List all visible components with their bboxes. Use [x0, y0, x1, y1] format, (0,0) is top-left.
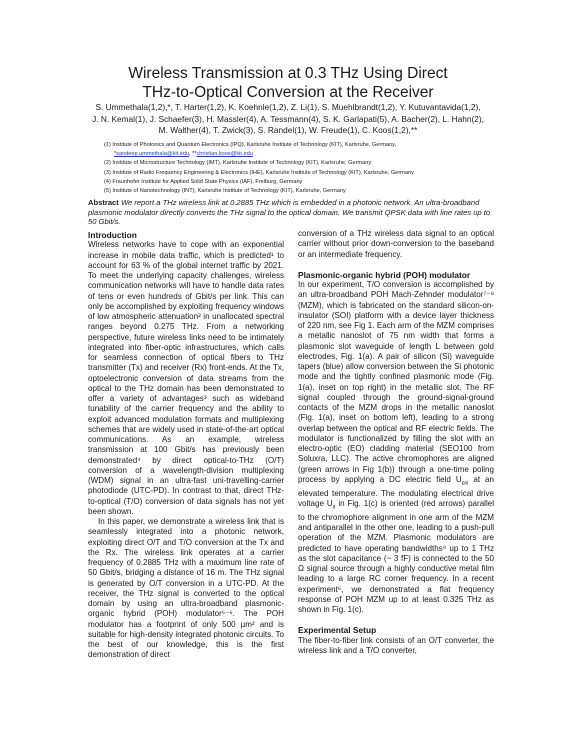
affiliation-1: (1) Institute of Photonics and Quantum Electronics (IPQ), Karlsruhe Institute of Technology (KIT), Karlsruhe, Germany, — [104, 142, 397, 148]
abstract-label: Abstract — [88, 198, 119, 207]
left-column — [88, 229, 284, 661]
abstract — [88, 198, 492, 227]
email-link-ummethala[interactable]: *sandeep.ummethala@kit.edu — [114, 151, 190, 158]
author-line-3: M. Walther(4), T. Zwick(3), S. Randel(1), W. Freude(1), C. Koos(1,2),** — [158, 125, 418, 136]
intro-paragraph-2: In this paper, we demonstrate a wireless link that is seamlessly integrated into a photonic network, exploiting direct O/T and T/O conversion at the Tx and the Rx. The wireless link operates at a carrier frequency of 0.2885 THz with a maximum line rate of 50 Gbit/s, bridging a distance of 16 m. The THz signal is generated by O/T conversion in a UTC-PD. At the receiver, the THz signal is converted to the optical domain by using an ultra-broadband plasmonic-organic hybrid (POH) modulator⁵⁻⁶. The POH modulator has a footprint of only 500 µm² and is suitable for high-density integrated photonic circuits. To the best of our knowledge, this is the first demonstration of direct — [88, 517, 284, 660]
u-d-subscript: d — [332, 504, 336, 511]
section-heading-poh-modulator: Plasmonic-organic hybrid (POH) modulator — [298, 269, 471, 280]
abstract-text: We report a THz wireless link at 0.2885 THz which is embedded in a photonic network. An ultra-broadband plasmonic modulator directly converts the THz signal to the optical domain. We transmit QPSK data with line rates up to 50 Gbit/s. — [88, 198, 491, 227]
intro-paragraph-continued: conversion of a THz wireless data signal to an optical carrier without prior down-conversion to the baseband or an intermediate frequency. — [298, 229, 494, 259]
title-line-1: Wireless Transmission at 0.3 THz Using Direct — [128, 65, 448, 82]
affiliation-3: (3) Institute of Radio Frequency Engineering & Electronics (IHE), Karlsruhe Institute of Technology (KIT), Karlsruhe, Germany — [104, 169, 414, 176]
email-separator: , ** — [189, 151, 197, 158]
affiliation-4: (4) Fraunhofer Institute for Applied Solid State Physics (IAF), Freiburg, Germany — [104, 178, 303, 185]
author-line-2: J. N. Kemal(1), J. Schaefer(3), H. Massler(4), A. Tessmann(4), S. K. Garlapati(5), A. Bacher(2), L. Hahn(2), — [92, 113, 484, 124]
intro-paragraph-1: Wireless networks have to cope with an exponential increase in mobile data traffic, which is predicted¹ to account for 63 % of the global internet traffic by 2021. To meet the underlying capacity challenges, wireless communication networks will have to handle data rates of tens or even hundreds of Gbit/s per link. This can only be accomplished by exploiting frequency windows of low atmospheric attenuation² in unallocated spectral ranges beyond 0.275 THz. From a networking perspective, future wireless links need to be intimately integrated into fiber-optic infrastructures, which calls for seamless connection of optical fibers to THz transmitter (Tx) and receiver (Rx) front-ends. At the Tx, optoelectronic conversion of data streams from the optical to the THz domain has been demonstrated to offer a variety of advantages³ such as wideband tunability of the carrier frequency and the ability to exploit advanced modulation formats and multiplexing schemes that are widely used in state-of-the-art optical communications. As an example, wireless transmission at 100 Gbit/s has previously been demonstrated⁴ by direct optical-to-THz (O/T) conversion of a wavelength-division multiplexing (WDM) signal in an ultra-fast uni-travelling-carrier photodiode (UTC-PD). In contrast to that, direct THz-to-optical (T/O) conversion of data signals has not yet been shown. — [88, 240, 284, 516]
section-heading-introduction: Introduction — [88, 230, 137, 240]
author-list — [60, 102, 516, 137]
author-line-1: S. Ummethala(1,2),*, T. Harter(1,2), K. Koehnle(1,2), Z. Li(1), S. Muehlbrandt(1,2), Y. Kutuvantavida(1,2), — [95, 102, 481, 112]
section-heading-experimental-setup: Experimental Setup — [298, 625, 377, 636]
email-link-koos[interactable]: christian.koos@kit.edu — [196, 151, 253, 158]
affiliation-list — [104, 141, 524, 196]
affiliation-5: (5) Institute of Nanotechnology (INT), Karlsruhe Institute of Technology (KIT), Karlsruhe, Germany — [104, 188, 346, 195]
affiliation-2: (2) Institute of Microstructure Technology (IMT), Karlsruhe Institute of Technology (KIT), Karlsruhe, Germany — [104, 160, 372, 167]
setup-paragraph: The fiber-to-fiber link consists of an O/T converter, the wireless link and a T/O converter, — [298, 635, 494, 656]
affiliation-emails — [104, 150, 524, 159]
right-column — [298, 229, 494, 656]
paper-title — [0, 64, 576, 102]
title-line-2: THz-to-Optical Conversion at the Receiver — [142, 84, 434, 101]
poh-paragraph: In our experiment, T/O conversion is accomplished by an ultra-broadband POH Mach-Zehnder modulator⁷⁻⁸ (MZM), which is fabricated on the standard silicon-on-insulator (SOI) platform with a device layer thickness of 220 nm, see Fig 1. Each arm of the MZM comprises a metallic nanoslot of 75 nm width that forms a plasmonic slot waveguide of length L between gold electrodes, Fig. 1(a). A pair of silicon (Si) waveguide tapers (blue) allow conversion between the Si photonic mode and the tightly confined plasmonic mode (Fig. 1(a), inset on top right) in the metallic slot. The RF signal coupled through the ground-signal-ground contacts of the MZM drops in the metallic nanoslot (Fig. 1(a), inset on bottom left), leading to a strong overlap between the optical and RF electric fields. The modulator is functionalized by filling the slot with an electro-optic (EO) cladding material (SEO100 from Soluxra, LLC). The active chromophores are aligned (green arrows in Fig 1(b)) through a one-time poling process by applying a DC electric field $U_{pol}$ at an elevated temperature. The modulating electrical drive voltage $U_d$ in Fig. 1(c) is oriented (red arrows) parallel to the chromophore alignment in one arm of the MZM and antiparallel in the other one, leading to a push-pull operation of the MZM. Plasmonic modulators are predicted to have operating bandwidths⁸ up to 1 THz as the slot capacitance (~ 3 fF) is connected to the 50 Ω signal source through a highly conductive metal film leading to a large RC corner frequency. In a recent experiment⁶, we demonstrated a flat frequency response of POH MZM up to at least 0.325 THz as shown in Fig. 1(c). — [298, 280, 495, 615]
u-pol-subscript: pol — [461, 480, 469, 487]
